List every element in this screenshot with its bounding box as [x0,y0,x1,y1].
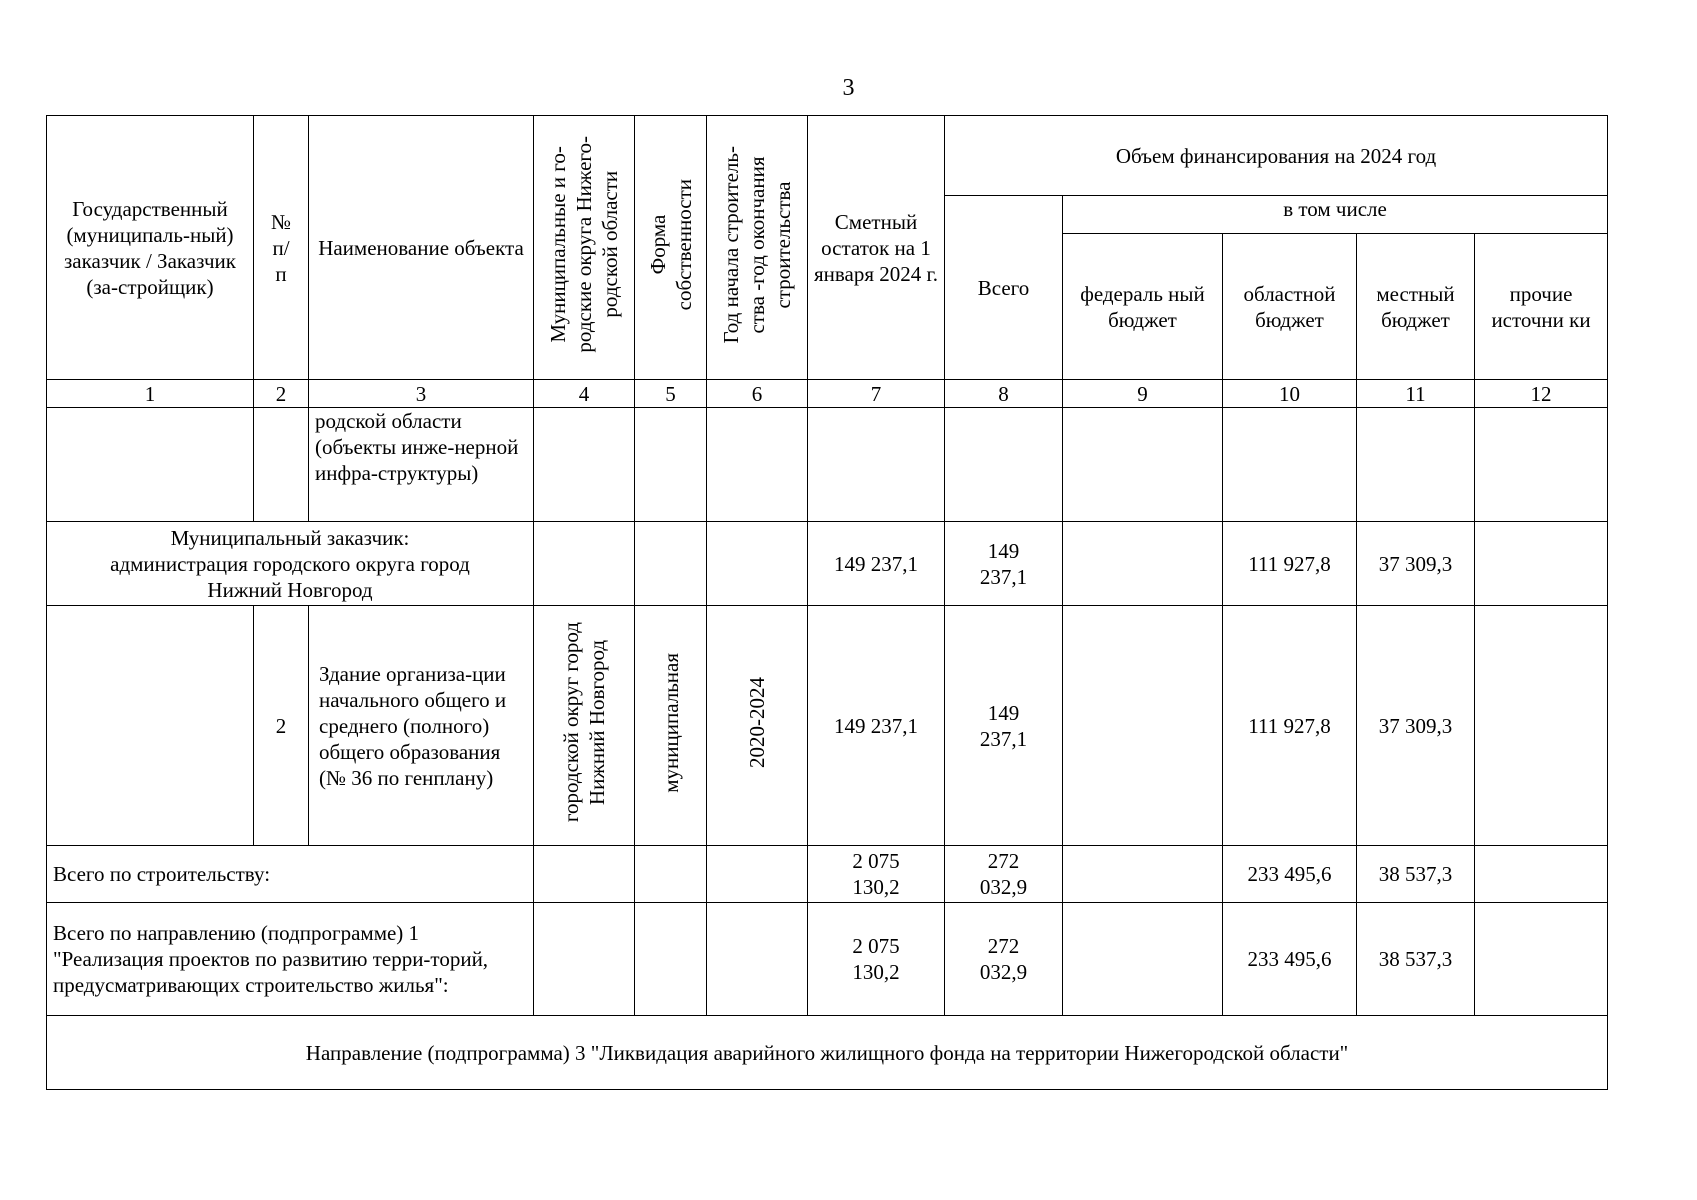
cell-empty [534,846,635,903]
customer-estimate: 149 237,1 [808,522,945,606]
object-row [47,606,1608,846]
customer-local: 37 309,3 [1357,522,1475,606]
header-including: в том числе [1063,196,1608,234]
construction-total-total: 272 032,9 [945,846,1063,903]
column-number: 3 [309,380,534,408]
cell-empty [707,903,808,1016]
column-number: 2 [254,380,309,408]
direction-total-label: Всего по направлению (подпрограмме) 1 "Реализация проектов по развитию терри-торий, предусматривающих строительство жилья": [47,903,534,1016]
cell-empty [1063,408,1223,522]
cell-empty [1475,606,1608,846]
direction-total-estimate: 2 075 130,2 [808,903,945,1016]
column-number: 1 [47,380,254,408]
cell-empty [254,408,309,522]
cell-empty [47,606,254,846]
header-object-name: Наименование объекта [309,116,534,380]
column-number: 5 [635,380,707,408]
header-ownership-text: Форма собственности [645,178,696,311]
direction-total-local: 38 537,3 [1357,903,1475,1016]
customer-label: Муниципальный заказчик: администрация городского округа город Нижний Новгород [47,522,534,606]
header-ownership [635,116,707,380]
section-row [47,1016,1608,1090]
column-number: 8 [945,380,1063,408]
cell-empty [1063,606,1223,846]
object-total: 149 237,1 [945,606,1063,846]
direction-total-regional: 233 495,6 [1223,903,1357,1016]
object-estimate: 149 237,1 [808,606,945,846]
header-other: прочие источни ки [1475,234,1608,380]
cell-empty [1475,903,1608,1016]
object-ownership [635,606,707,846]
direction-total-total: 272 032,9 [945,903,1063,1016]
header-years-text: Год начала строитель- ства -год окончания строительства [719,145,795,344]
object-number: 2 [254,606,309,846]
object-years-text: 2020-2024 [745,677,769,768]
continuation-object-name: родской области (объекты инже-нерной инфра-структуры) [309,408,534,522]
cell-empty [635,903,707,1016]
header-estimate: Сметный остаток на 1 января 2024 г. [808,116,945,380]
header-customer: Государственный (муниципаль-ный) заказчик / Заказчик (за-стройщик) [47,116,254,380]
cell-empty [534,522,635,606]
column-number: 4 [534,380,635,408]
header-total: Всего [945,196,1063,380]
construction-total-row [47,846,1608,903]
object-regional: 111 927,8 [1223,606,1357,846]
object-ownership-text: муниципальная [658,652,683,793]
construction-total-regional: 233 495,6 [1223,846,1357,903]
object-years [707,606,808,846]
cell-empty [1475,846,1608,903]
cell-empty [1063,903,1223,1016]
customer-row [47,522,1608,606]
cell-empty [47,408,254,522]
cell-empty [635,408,707,522]
header-districts [534,116,635,380]
object-district-text: городской округ город Нижний Новгород [559,622,609,823]
cell-empty [1475,408,1608,522]
cell-empty [707,408,808,522]
header-number: № п/ п [254,116,309,380]
section-heading: Направление (подпрограмма) 3 "Ликвидация аварийного жилищного фонда на территории Нижегородской области" [47,1016,1608,1090]
cell-empty [707,522,808,606]
cell-empty [1063,522,1223,606]
financing-table [46,115,1608,1090]
column-number: 7 [808,380,945,408]
cell-empty [945,408,1063,522]
column-number: 10 [1223,380,1357,408]
header-federal: федераль ный бюджет [1063,234,1223,380]
construction-total-label: Всего по строительству: [47,846,534,903]
customer-total: 149 237,1 [945,522,1063,606]
header-regional: областной бюджет [1223,234,1357,380]
direction-total-row [47,903,1608,1016]
cell-empty [1223,408,1357,522]
cell-empty [1475,522,1608,606]
customer-regional: 111 927,8 [1223,522,1357,606]
header-years [707,116,808,380]
column-number: 11 [1357,380,1475,408]
column-numbers-row [47,380,1608,408]
construction-total-estimate: 2 075 130,2 [808,846,945,903]
column-number: 9 [1063,380,1223,408]
cell-empty [534,408,635,522]
construction-total-local: 38 537,3 [1357,846,1475,903]
object-local: 37 309,3 [1357,606,1475,846]
page-number: 3 [842,75,855,101]
header-row-1 [47,116,1608,196]
cell-empty [707,846,808,903]
financing-table-wrapper [46,115,1607,1090]
cell-empty [808,408,945,522]
cell-empty [534,903,635,1016]
header-districts-text: Муниципальные и го- родские округа Нижего- родской области [546,136,622,353]
cell-empty [1357,408,1475,522]
cell-empty [635,846,707,903]
cell-empty [635,522,707,606]
column-number: 6 [707,380,808,408]
object-district [534,606,635,846]
object-name: Здание организа-ции начального общего и среднего (полного) общего образования (№ 36 по генплану) [309,606,534,846]
column-number: 12 [1475,380,1608,408]
continuation-row [47,408,1608,522]
header-funding-title: Объем финансирования на 2024 год [945,116,1608,196]
header-local: местный бюджет [1357,234,1475,380]
cell-empty [1063,846,1223,903]
